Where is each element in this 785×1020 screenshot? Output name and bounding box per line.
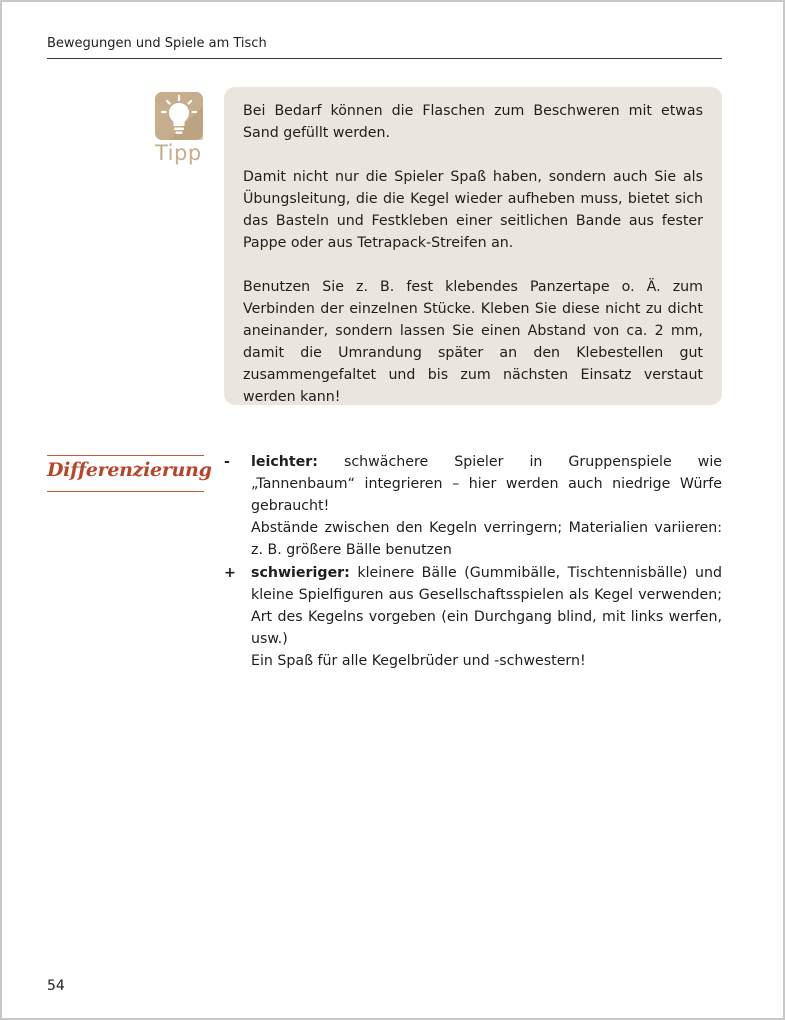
list-item-description: schwächere Spieler in Gruppenspiele wie „Tannenbaum“ integrieren – hier werden auch niedrige Würfe gebraucht! bbox=[251, 454, 722, 514]
list-item-description: kleinere Bälle (Gummibälle, Tischtennisbälle) und kleine Spielfiguren aus Gesellschaftsspielen als Kegel verwenden; Art des Kegelns vorgeben (ein Durchgang blind, mit links werfen, usw.) bbox=[251, 565, 722, 647]
tip-label: Tipp bbox=[155, 141, 202, 165]
differenzierung-heading: Differenzierung bbox=[47, 459, 212, 481]
tip-paragraph: Benutzen Sie z. B. fest klebendes Panzertape o. Ä. zum Verbinden der einzelnen Stücke. Kleben Sie diese nicht zu dicht aneinander, sondern lassen Sie einen Abstand von ca. 2 mm, damit die Umrandung später an den Klebestellen gut zusammengefaltet und bis zum nächsten Einsatz verstaut werden kann! bbox=[243, 279, 703, 405]
heading-rule-top bbox=[47, 455, 204, 456]
list-item-extra: Abstände zwischen den Kegeln verringern; Materialien variieren: z. B. größere Bälle benutzen bbox=[251, 520, 722, 558]
header-rule bbox=[47, 58, 722, 59]
tip-paragraph: Damit nicht nur die Spieler Spaß haben, sondern auch Sie als Übungsleitung, die die Kegel wieder aufheben muss, bietet sich das Basteln und Festkleben einer seitlichen Bande aus fester Pappe oder aus Tetrapack-Streifen an. bbox=[243, 169, 703, 251]
list-item-text bbox=[251, 451, 722, 517]
list-item-body bbox=[251, 562, 722, 672]
list-item-lead: schwieriger: bbox=[251, 565, 350, 581]
list-item-body bbox=[251, 451, 722, 561]
list-marker: - bbox=[224, 454, 230, 470]
tip-box bbox=[224, 87, 722, 405]
lightbulb-icon bbox=[155, 92, 203, 140]
list-item-extra: Ein Spaß für alle Kegelbrüder und -schwestern! bbox=[251, 653, 586, 669]
list-item-lead: leichter: bbox=[251, 454, 318, 470]
list-marker: + bbox=[224, 565, 236, 581]
running-header: Bewegungen und Spiele am Tisch bbox=[47, 36, 267, 51]
heading-rule-bottom bbox=[47, 491, 204, 492]
tip-paragraph: Bei Bedarf können die Flaschen zum Beschweren mit etwas Sand gefüllt werden. bbox=[243, 103, 703, 141]
list-item-text bbox=[251, 562, 722, 650]
page-number: 54 bbox=[47, 978, 65, 994]
